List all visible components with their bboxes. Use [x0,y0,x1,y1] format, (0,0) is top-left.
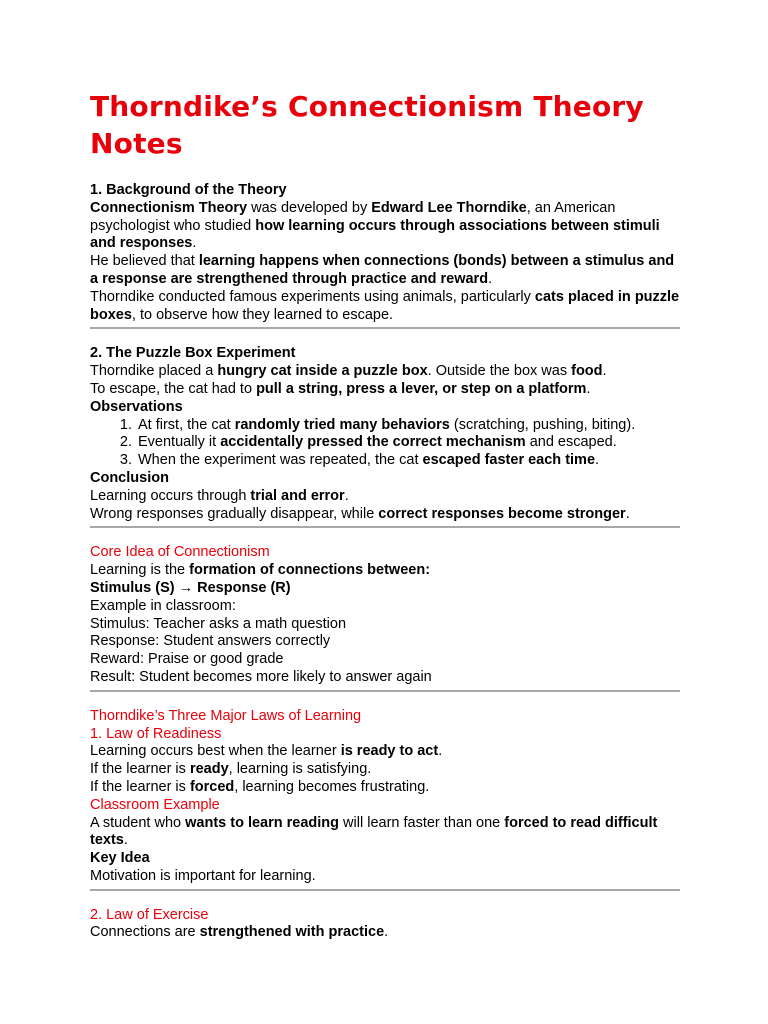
bold-text: is ready to act [340,743,439,760]
document-body [90,88,680,942]
text-line: Example in classroom: [90,597,236,614]
paragraph [90,761,680,779]
paragraph [90,200,680,253]
bold-text: forced to read difficult texts [90,814,658,849]
paragraph [90,743,680,761]
text-run: To escape, the cat had to [90,380,257,397]
text-run: Eventually it [138,434,221,451]
paragraph [90,253,680,289]
paragraph [90,488,680,506]
bold-text: strengthened with practice [199,924,385,941]
bold-text: ready [189,761,229,778]
law-heading: 1. Law of Readiness [90,725,222,742]
text-run: A student who [90,814,186,831]
bold-text: correct responses become stronger [378,505,626,522]
paragraph [90,779,680,797]
text-run: . [488,270,493,287]
text-run: Thorndike conducted famous experiments using animals, particularly [90,288,535,305]
bold-text: how learning occurs through associations between stimuli and responses [90,217,660,252]
text-run: . [123,832,128,849]
bold-text: food [571,363,603,380]
bold-text: accidentally pressed the correct mechanism [220,434,526,451]
text-run: Learning is the [90,562,190,579]
text-line: Reward: Praise or good grade [90,651,284,668]
bold-text: formation of connections between: [189,562,431,579]
text-run: Learning occurs best when the learner [90,743,341,760]
example-label: Classroom Example [90,796,220,813]
text-run: . [595,452,600,469]
bold-text: escaped faster each time [422,452,596,469]
bold-text: Connectionism Theory [90,199,248,216]
bold-text: hungry cat inside a puzzle box [217,363,428,380]
text-run: Connections are [90,924,200,941]
bold-text: pull a string, press a lever, or step on a platform [256,380,587,397]
text-line: Result: Student becomes more likely to answer again [90,668,432,685]
section-law-of-exercise [90,907,680,943]
text-run: . [344,487,349,504]
bold-text: randomly tried many behaviors [234,416,450,433]
bold-text: Edward Lee Thorndike [371,199,527,216]
text-run: , learning becomes frustrating. [234,778,430,795]
section-puzzle-box [90,345,680,523]
section-background [90,182,680,324]
text-run: , learning is satisfying. [228,761,372,778]
document-title: Thorndike’s Connectionism Theory Notes [90,90,644,160]
bold-text: learning happens when connections (bonds) between a stimulus and a response are strengthened through practice and reward [90,253,675,287]
text-run: will learn faster than one [339,814,505,831]
section-heading: 1. Background of the Theory [90,182,287,198]
text-line: Motivation is important for learning. [90,867,316,884]
paragraph [90,363,680,381]
text-run: was developed by [247,199,372,216]
section-divider [90,889,680,891]
paragraph [90,506,680,524]
section-divider [90,526,680,528]
bold-text: forced [189,778,235,795]
text-run: and escaped. [525,434,617,451]
bold-text: wants to learn reading [185,814,340,831]
text-run: Thorndike placed a [90,363,218,380]
list-item [136,434,680,452]
section-divider [90,690,680,692]
list-item [136,417,680,435]
key-idea-label: Key Idea [90,850,150,867]
stimulus-response-formula: Stimulus (S) → Response (R) [90,579,291,596]
observations-label: Observations [90,398,183,415]
paragraph [90,562,680,580]
section-laws [90,708,680,886]
bold-text: cats placed in puzzle boxes [90,288,680,323]
text-run: At first, the cat [138,416,235,433]
text-run: . [602,363,607,380]
text-run: . Outside the box was [427,363,572,380]
text-run: When the experiment was repeated, the cat [138,452,423,469]
text-run: . [625,505,630,522]
text-run: . [384,924,389,941]
text-run: . [192,235,197,252]
text-run: Wrong responses gradually disappear, while [90,505,379,522]
text-run: . [438,743,443,760]
text-run: If the learner is [90,761,190,778]
text-run: , to observe how they learned to escape. [131,306,394,323]
paragraph [90,924,680,942]
text-run: . [586,380,591,397]
text-line: Stimulus: Teacher asks a math question [90,615,347,632]
text-run: , an American psychologist who studied [90,199,616,234]
section-heading: 2. The Puzzle Box Experiment [90,345,296,362]
text-run: If the learner is [90,778,190,795]
text-run: (scratching, pushing, biting). [449,416,636,433]
section-divider [90,327,680,329]
bold-text: trial and error [250,487,345,504]
section-heading: Thorndike’s Three Major Laws of Learning [90,707,362,724]
paragraph [90,381,680,399]
section-core-idea [90,544,680,686]
paragraph [90,815,680,851]
text-run: He believed that [90,253,199,270]
law-heading: 2. Law of Exercise [90,906,209,923]
list-item [136,452,680,470]
text-run: Learning occurs through [90,487,251,504]
section-heading: Core Idea of Connectionism [90,544,270,561]
observations-list [90,417,680,470]
conclusion-label: Conclusion [90,469,169,486]
text-line: Response: Student answers correctly [90,633,331,650]
paragraph [90,289,680,325]
